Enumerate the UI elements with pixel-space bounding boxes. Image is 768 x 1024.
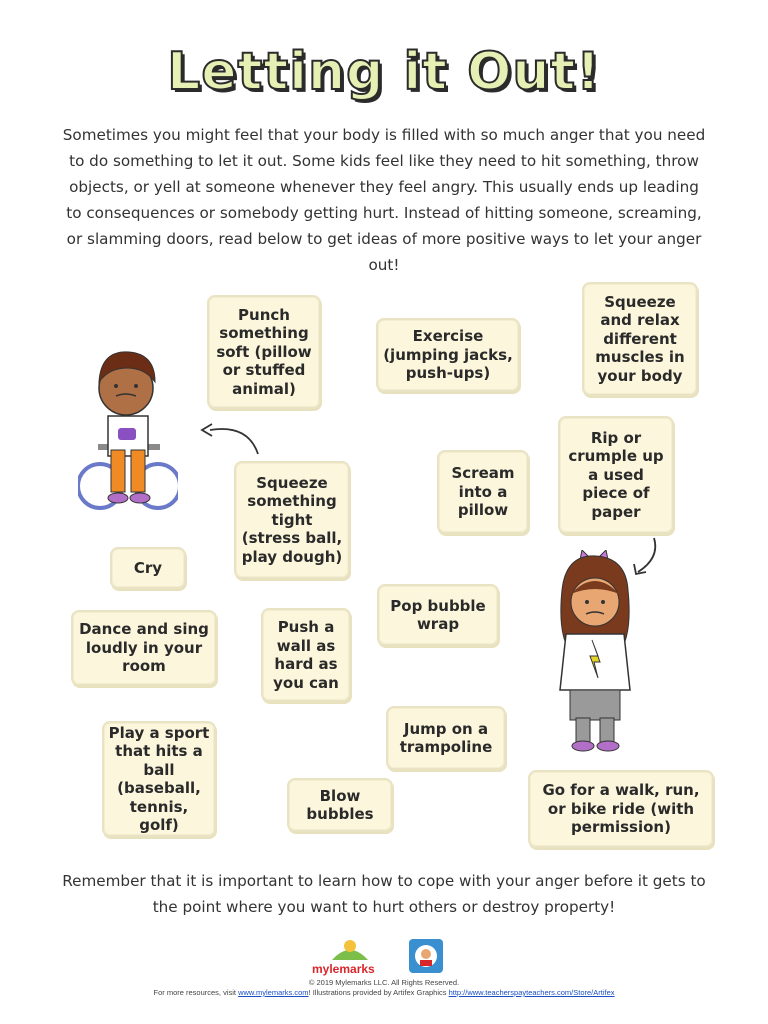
card-exercise: Exercise (jumping jacks, push-ups) [376,318,520,392]
intro-paragraph: Sometimes you might feel that your body is filled with so much anger that you need to do something to let it out. Some kids feel like they need to hit something, throw objects, or yell at someone whenever they feel angry. This usually ends up leading to consequences or somebody getting hurt. Instead of hitting someone, screaming, or slamming doors, read below to get ideas of more positive ways to let your anger out! [62,126,706,274]
illustrations-text: ! Illustrations provided by Artifex Graphics [308,988,449,997]
card-sport: Play a sport that hits a ball (baseball, tennis, golf) [102,721,216,837]
girl-illustration [548,550,644,756]
card-squeeze-tight: Squeeze something tight (stress ball, play dough) [234,461,350,579]
arrow-icon [198,418,264,458]
card-dance: Dance and sing loudly in your room [71,610,217,686]
boy-wheelchair-illustration [78,346,178,518]
mylemarks-logo-icon [330,938,370,962]
card-punch: Punch something soft (pillow or stuffed animal) [207,295,321,409]
card-cry: Cry [110,547,186,589]
card-scream: Scream into a pillow [437,450,529,534]
page-title: Letting it Out! [167,42,601,102]
closing-paragraph: Remember that it is important to learn how to cope with your anger before it gets to the point where you want to hurt others or destroy property! [62,872,706,916]
card-rip: Rip or crumple up a used piece of paper [558,416,674,534]
card-squeeze-relax: Squeeze and relax different muscles in your body [582,282,698,396]
copyright-line: © 2019 Mylemarks LLC. All Rights Reserved. [308,978,460,987]
footer-credits [0,988,768,997]
card-walk: Go for a walk, run, or bike ride (with permission) [528,770,714,848]
mylemarks-logo: mylemarks [312,962,375,976]
card-pop-bubble-wrap: Pop bubble wrap [377,584,499,646]
card-push-wall: Push a wall as hard as you can [261,608,351,702]
artifex-logo-icon [408,938,444,974]
more-resources-text: For more resources, visit [153,988,239,997]
card-blow-bubbles: Blow bubbles [287,778,393,832]
artifex-link[interactable]: http://www.teacherspayteachers.com/Store/Artifex [448,988,615,997]
mylemarks-link[interactable]: www.mylemarks.com [238,988,309,997]
card-trampoline: Jump on a trampoline [386,706,506,770]
